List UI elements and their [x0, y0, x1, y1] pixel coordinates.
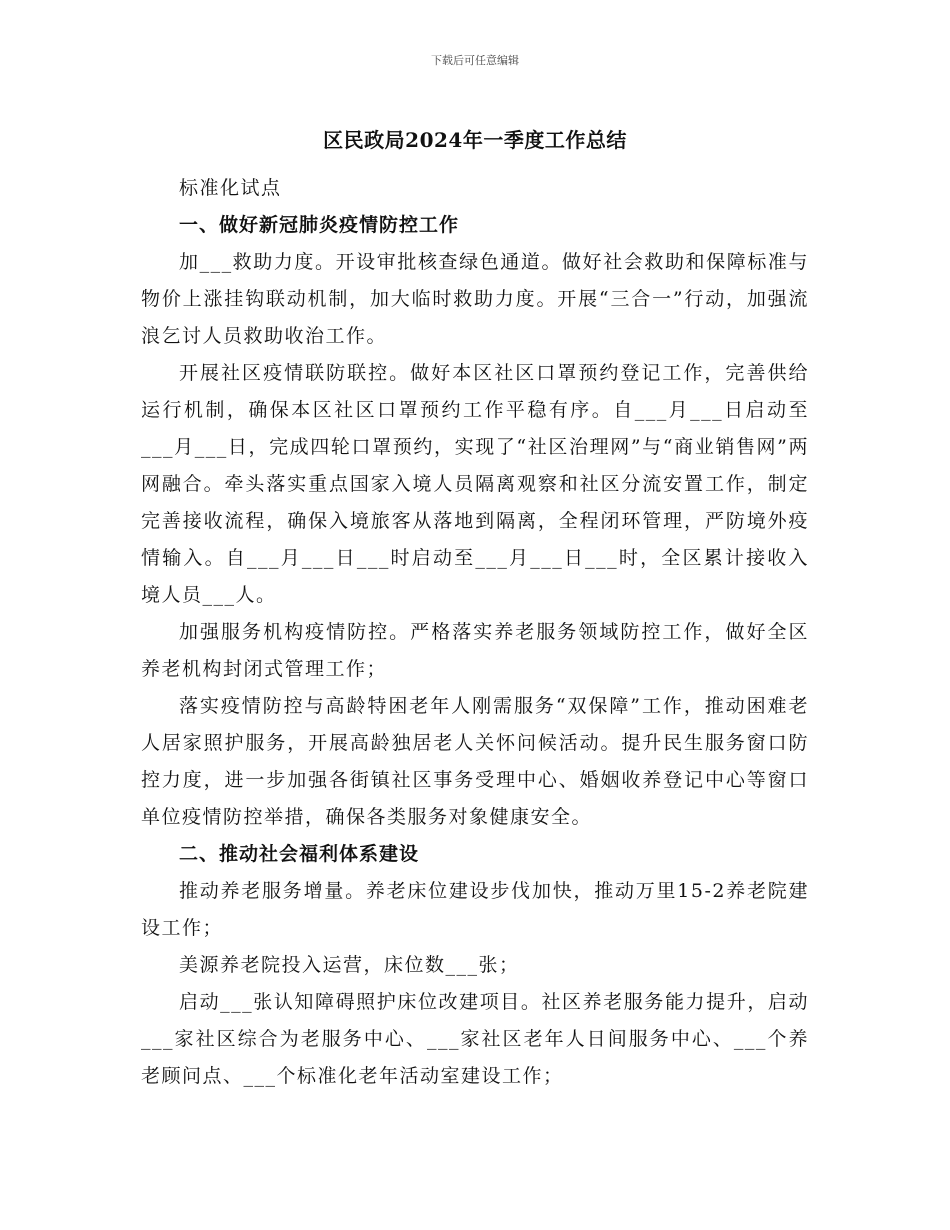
paragraph: 加强服务机构疫情防控。严格落实养老服务领域防控工作，做好全区养老机构封闭式管理工作； [141, 621, 809, 680]
paragraph: 开展社区疫情联防联控。做好本区社区口罩预约登记工作，完善供给运行机制，确保本区社区口罩预约工作平稳有序。自___月___日启动至___月___日，完成四轮口罩预约，实现了“社区治理网”与“商业销售网”两网融合。牵头落实重点国家入境人员隔离观察和社区分流安置工作，制定完善接收流程，确保入境旅客从落地到隔离，全程闭环管理，严防境外疫情输入。自___月___日___时启动至___月___日___时，全区累计接收入境人员___人。 [141, 362, 809, 606]
paragraph: 启动___张认知障碍照护床位改建项目。社区养老服务能力提升，启动___家社区综合为老服务中心、___家社区老年人日间服务中心、___个养老顾问点、___个标准化老年活动室建设工作； [141, 991, 809, 1087]
paragraph: 推动养老服务增量。养老床位建设步伐加快，推动万里15-2养老院建设工作； [141, 880, 809, 939]
page-header-note: 下载后可任意编辑 [431, 54, 519, 67]
section-heading-2: 二、推动社会福利体系建设 [179, 843, 420, 865]
paragraph: 落实疫情防控与高龄特困老年人刚需服务“双保障”工作，推动困难老人居家照护服务，开展高龄独居老人关怀问候活动。提升民生服务窗口防控力度，进一步加强各街镇社区事务受理中心、婚姻收养登记中心等窗口单位疫情防控举措，确保各类服务对象健康安全。 [141, 695, 809, 828]
document-title: 区民政局2024年一季度工作总结 [323, 128, 627, 152]
paragraph: 加___救助力度。开设审批核查绿色通道。做好社会救助和保障标准与物价上涨挂钩联动机制，加大临时救助力度。开展“三合一”行动，加强流浪乞讨人员救助收治工作。 [141, 251, 809, 347]
section-heading-1: 一、做好新冠肺炎疫情防控工作 [179, 214, 460, 236]
paragraph: 美源养老院投入运营，床位数___张； [179, 954, 520, 976]
document-body [141, 170, 809, 1095]
section-label: 标准化试点 [179, 177, 282, 199]
